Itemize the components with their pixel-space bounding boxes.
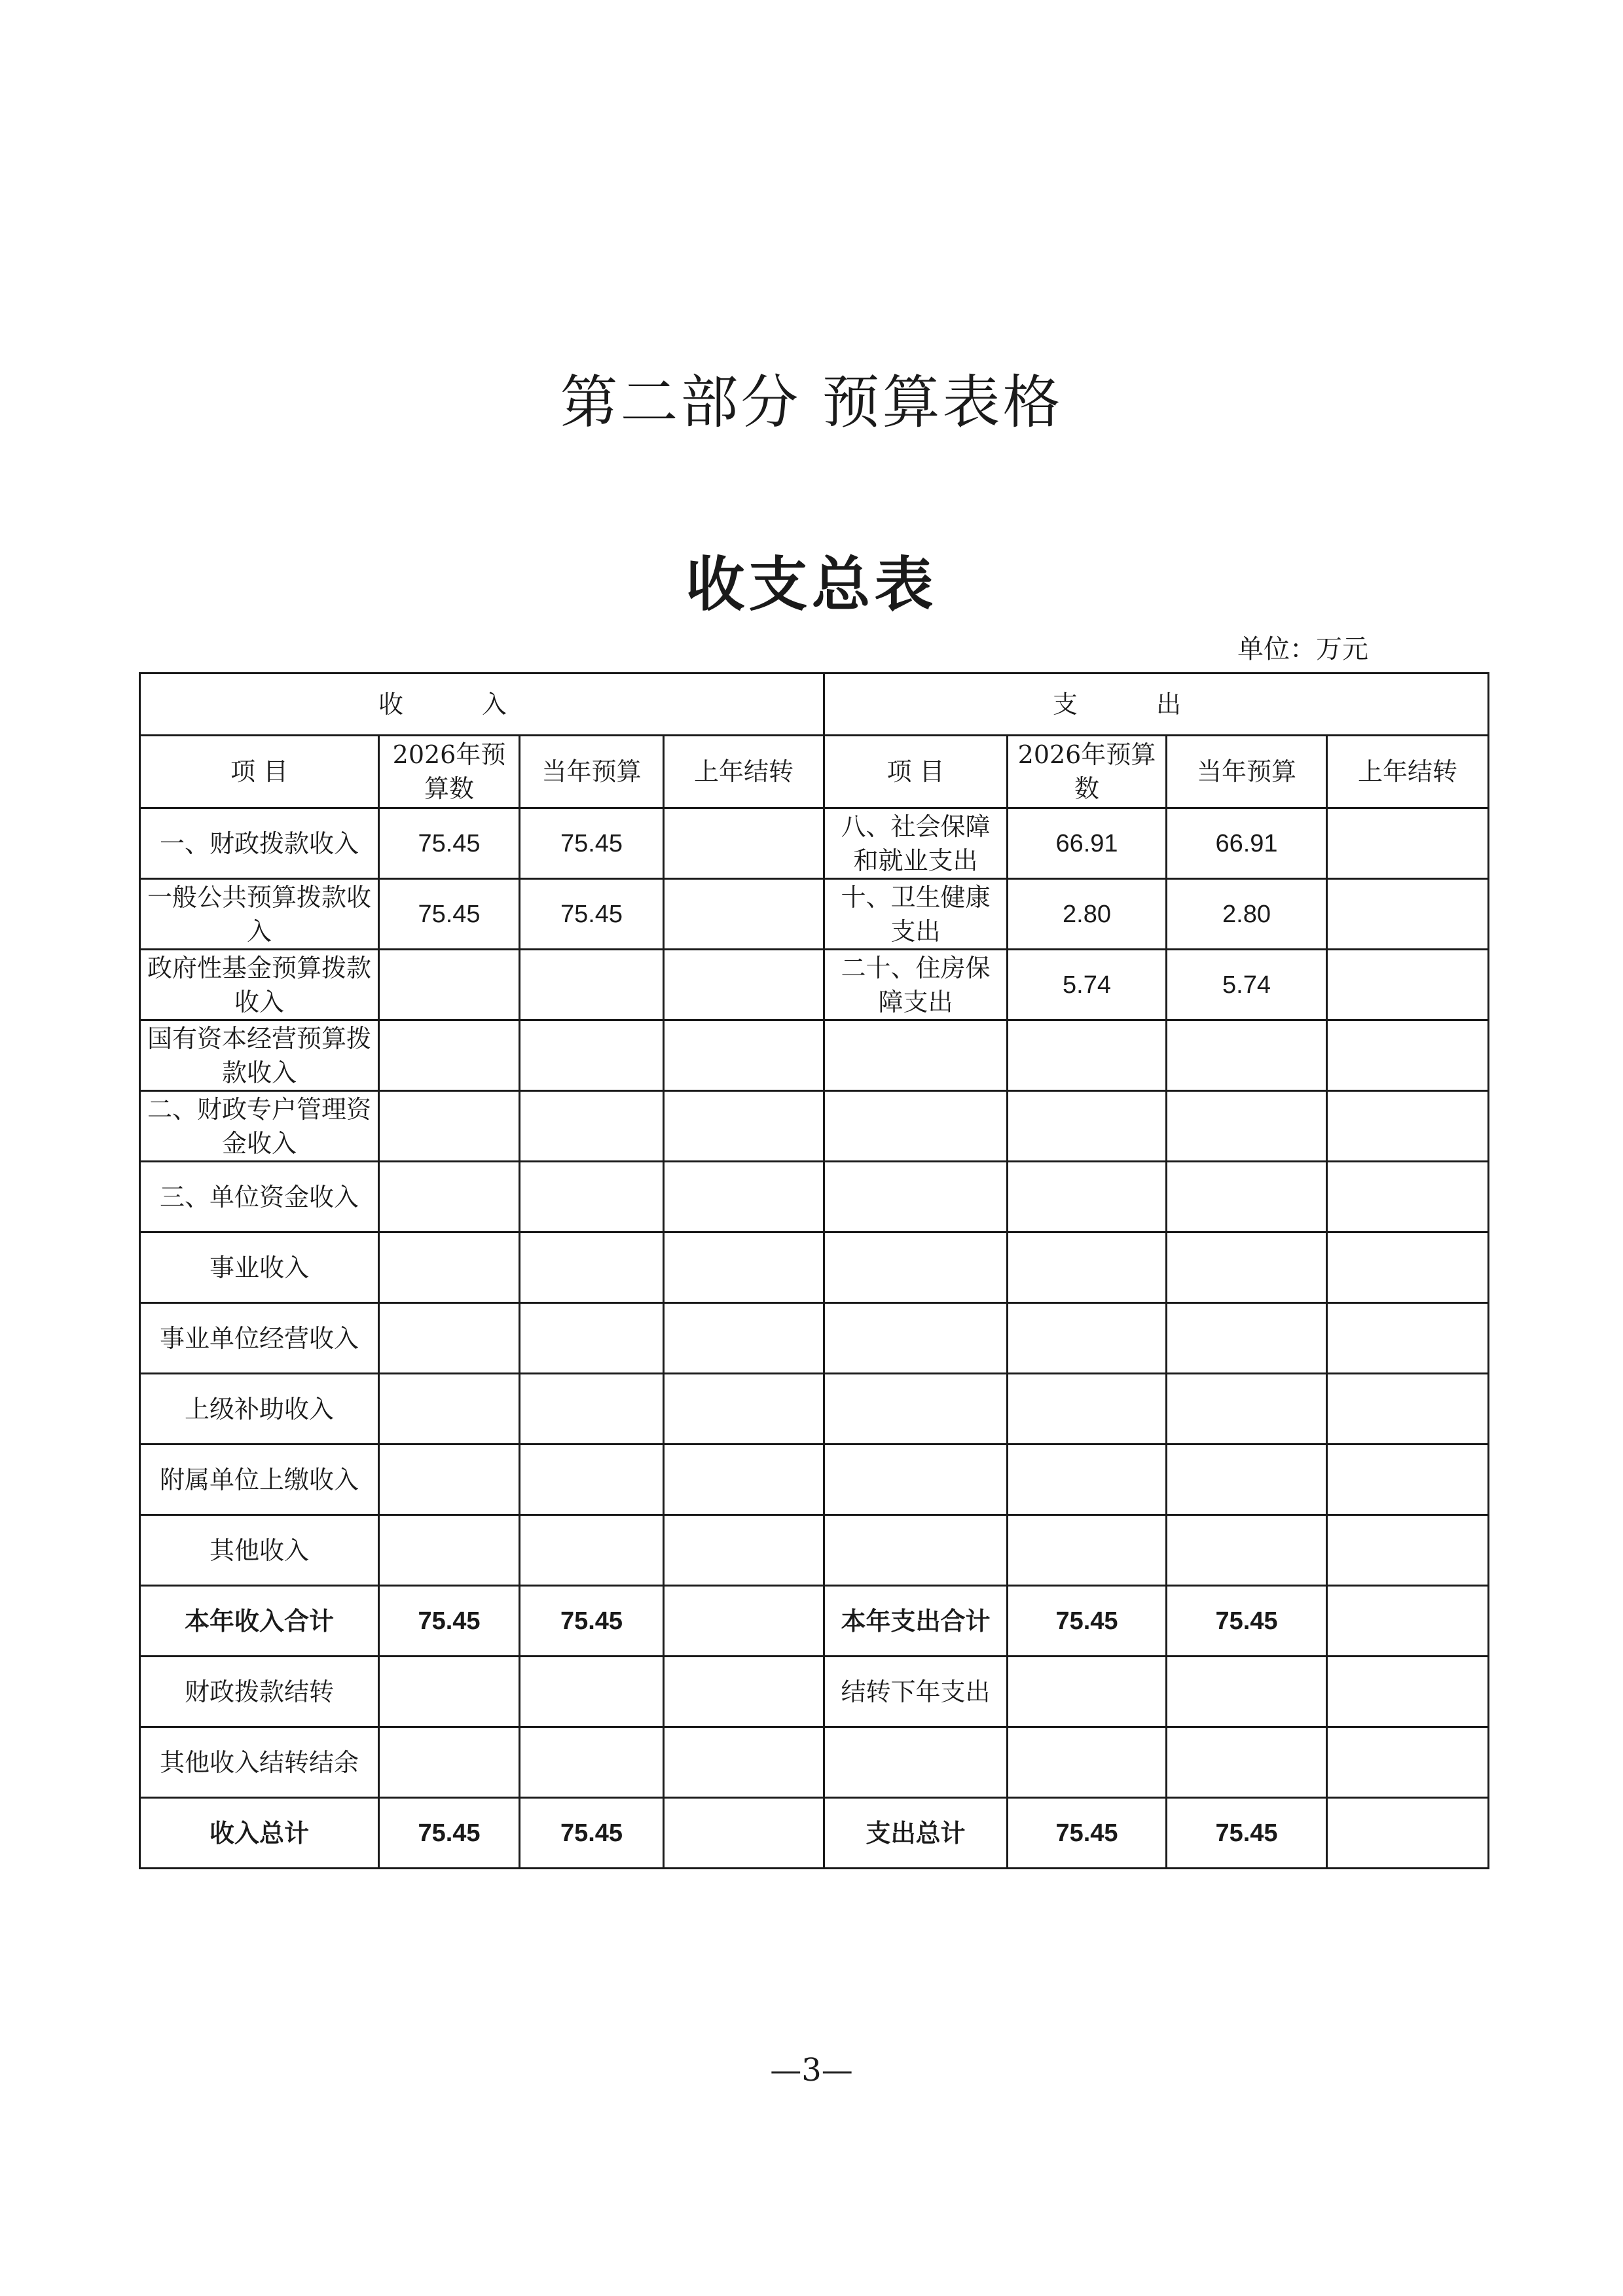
income-item-cell: 一般公共预算拨款收入: [140, 879, 379, 950]
expense-carryover-cell: [1327, 1232, 1489, 1303]
expense-item-cell: [824, 1303, 1008, 1374]
expense-carryover-cell: [1327, 1657, 1489, 1727]
expense-item-cell: [824, 1727, 1008, 1798]
income-current-cell: [520, 1444, 664, 1515]
expense-budget-cell: [1008, 1515, 1167, 1586]
expense-current-cell: [1167, 1091, 1327, 1162]
income-item-cell: 政府性基金预算拨款收入: [140, 950, 379, 1020]
income-current-cell: [520, 1374, 664, 1444]
expense-carryover-cell: [1327, 1515, 1489, 1586]
income-budget-cell: [379, 1444, 520, 1515]
income-carryover-cell: [664, 1515, 824, 1586]
expense-item-cell: 本年支出合计: [824, 1586, 1008, 1657]
income-item-cell: 一、财政拨款收入: [140, 808, 379, 879]
income-item-cell: 上级补助收入: [140, 1374, 379, 1444]
expense-budget-cell: 75.45: [1008, 1798, 1167, 1869]
expense-section-header: 支出: [824, 673, 1489, 736]
income-current-cell: [520, 1162, 664, 1232]
expense-budget-cell: [1008, 1374, 1167, 1444]
column-header-row: [140, 736, 1489, 808]
header-income-current: 当年预算: [520, 736, 664, 808]
table-row: [140, 1162, 1489, 1232]
expense-carryover-cell: [1327, 1798, 1489, 1869]
income-carryover-cell: [664, 1374, 824, 1444]
expense-carryover-cell: [1327, 1444, 1489, 1515]
expense-current-cell: [1167, 1515, 1327, 1586]
total-row: [140, 1586, 1489, 1657]
income-budget-cell: [379, 1020, 520, 1091]
table-row: [140, 1091, 1489, 1162]
expense-current-cell: 2.80: [1167, 879, 1327, 950]
income-current-cell: [520, 1303, 664, 1374]
expense-current-cell: [1167, 1444, 1327, 1515]
income-carryover-cell: [664, 808, 824, 879]
expense-carryover-cell: [1327, 879, 1489, 950]
income-budget-cell: 75.45: [379, 1798, 520, 1869]
expense-current-cell: 75.45: [1167, 1586, 1327, 1657]
expense-budget-cell: [1008, 1091, 1167, 1162]
expense-item-cell: 八、社会保障和就业支出: [824, 808, 1008, 879]
table-row: [140, 1444, 1489, 1515]
expense-carryover-cell: [1327, 1374, 1489, 1444]
table-row: [140, 1303, 1489, 1374]
table-row: [140, 879, 1489, 950]
income-section-header: 收入: [140, 673, 824, 736]
expense-carryover-cell: [1327, 1586, 1489, 1657]
header-income-item: 项 目: [140, 736, 379, 808]
table-row: [140, 1232, 1489, 1303]
expense-budget-cell: 66.91: [1008, 808, 1167, 879]
expense-item-cell: [824, 1020, 1008, 1091]
expense-current-cell: [1167, 1727, 1327, 1798]
income-budget-cell: [379, 950, 520, 1020]
table-row: [140, 950, 1489, 1020]
expense-budget-cell: [1008, 1020, 1167, 1091]
income-carryover-cell: [664, 1091, 824, 1162]
expense-current-cell: 75.45: [1167, 1798, 1327, 1869]
income-budget-cell: [379, 1232, 520, 1303]
income-item-cell: 其他收入: [140, 1515, 379, 1586]
expense-budget-cell: [1008, 1444, 1167, 1515]
expense-current-cell: [1167, 1657, 1327, 1727]
income-carryover-cell: [664, 1444, 824, 1515]
expense-budget-cell: 5.74: [1008, 950, 1167, 1020]
expense-carryover-cell: [1327, 1727, 1489, 1798]
expense-item-cell: [824, 1232, 1008, 1303]
income-current-cell: [520, 1020, 664, 1091]
expense-budget-cell: [1008, 1162, 1167, 1232]
table-title: 收支总表: [685, 550, 938, 619]
expense-item-cell: [824, 1444, 1008, 1515]
expense-current-cell: 5.74: [1167, 950, 1327, 1020]
income-carryover-cell: [664, 1657, 824, 1727]
income-budget-cell: [379, 1303, 520, 1374]
expense-carryover-cell: [1327, 808, 1489, 879]
income-carryover-cell: [664, 1162, 824, 1232]
expense-item-cell: 支出总计: [824, 1798, 1008, 1869]
income-carryover-cell: [664, 1303, 824, 1374]
header-expense-current: 当年预算: [1167, 736, 1327, 808]
income-budget-cell: [379, 1091, 520, 1162]
income-current-cell: [520, 1727, 664, 1798]
income-budget-cell: [379, 1162, 520, 1232]
income-budget-cell: [379, 1657, 520, 1727]
expense-current-cell: [1167, 1303, 1327, 1374]
expense-carryover-cell: [1327, 1303, 1489, 1374]
header-expense-budget: 2026年预算数: [1008, 736, 1167, 808]
page-number: —3—: [770, 2052, 853, 2089]
expense-current-cell: [1167, 1020, 1327, 1091]
expense-budget-cell: 2.80: [1008, 879, 1167, 950]
income-budget-cell: [379, 1374, 520, 1444]
unit-label: 单位：万元: [1237, 634, 1368, 664]
expense-budget-cell: [1008, 1657, 1167, 1727]
income-budget-cell: [379, 1727, 520, 1798]
expense-item-cell: [824, 1091, 1008, 1162]
expense-carryover-cell: [1327, 1020, 1489, 1091]
table-row: [140, 1657, 1489, 1727]
income-item-cell: 三、单位资金收入: [140, 1162, 379, 1232]
expense-budget-cell: 75.45: [1008, 1586, 1167, 1657]
income-item-cell: 其他收入结转结余: [140, 1727, 379, 1798]
income-current-cell: [520, 1091, 664, 1162]
table-row: [140, 1374, 1489, 1444]
header-expense-carryover: 上年结转: [1327, 736, 1489, 808]
income-current-cell: 75.45: [520, 1586, 664, 1657]
expense-carryover-cell: [1327, 1162, 1489, 1232]
income-current-cell: [520, 1515, 664, 1586]
income-carryover-cell: [664, 1020, 824, 1091]
section-header-row: [140, 673, 1489, 736]
expense-budget-cell: [1008, 1303, 1167, 1374]
expense-current-cell: [1167, 1232, 1327, 1303]
expense-item-cell: [824, 1162, 1008, 1232]
expense-item-cell: 十、卫生健康支出: [824, 879, 1008, 950]
part-title: 第二部分 预算表格: [560, 368, 1063, 436]
income-item-cell: 收入总计: [140, 1798, 379, 1869]
table-row: [140, 1515, 1489, 1586]
header-expense-item: 项 目: [824, 736, 1008, 808]
income-budget-cell: 75.45: [379, 808, 520, 879]
income-current-cell: 75.45: [520, 808, 664, 879]
income-item-cell: 本年收入合计: [140, 1586, 379, 1657]
expense-current-cell: [1167, 1162, 1327, 1232]
budget-summary-table: [139, 672, 1489, 1869]
expense-carryover-cell: [1327, 950, 1489, 1020]
income-carryover-cell: [664, 1798, 824, 1869]
income-current-cell: 75.45: [520, 1798, 664, 1869]
income-budget-cell: [379, 1515, 520, 1586]
income-budget-cell: 75.45: [379, 1586, 520, 1657]
expense-current-cell: [1167, 1374, 1327, 1444]
income-item-cell: 国有资本经营预算拨款收入: [140, 1020, 379, 1091]
expense-item-cell: [824, 1374, 1008, 1444]
total-row: [140, 1798, 1489, 1869]
income-carryover-cell: [664, 1232, 824, 1303]
expense-carryover-cell: [1327, 1091, 1489, 1162]
table-row: [140, 1727, 1489, 1798]
expense-item-cell: [824, 1515, 1008, 1586]
expense-current-cell: 66.91: [1167, 808, 1327, 879]
income-current-cell: [520, 1657, 664, 1727]
income-carryover-cell: [664, 879, 824, 950]
income-budget-cell: 75.45: [379, 879, 520, 950]
income-current-cell: [520, 1232, 664, 1303]
income-item-cell: 二、财政专户管理资金收入: [140, 1091, 379, 1162]
income-carryover-cell: [664, 950, 824, 1020]
income-carryover-cell: [664, 1727, 824, 1798]
income-item-cell: 事业单位经营收入: [140, 1303, 379, 1374]
expense-budget-cell: [1008, 1727, 1167, 1798]
income-current-cell: 75.45: [520, 879, 664, 950]
header-income-budget: 2026年预算数: [379, 736, 520, 808]
income-item-cell: 附属单位上缴收入: [140, 1444, 379, 1515]
income-current-cell: [520, 950, 664, 1020]
table-row: [140, 808, 1489, 879]
expense-item-cell: 二十、住房保障支出: [824, 950, 1008, 1020]
table-row: [140, 1020, 1489, 1091]
header-income-carryover: 上年结转: [664, 736, 824, 808]
income-item-cell: 事业收入: [140, 1232, 379, 1303]
expense-budget-cell: [1008, 1232, 1167, 1303]
income-carryover-cell: [664, 1586, 824, 1657]
expense-item-cell: 结转下年支出: [824, 1657, 1008, 1727]
income-item-cell: 财政拨款结转: [140, 1657, 379, 1727]
